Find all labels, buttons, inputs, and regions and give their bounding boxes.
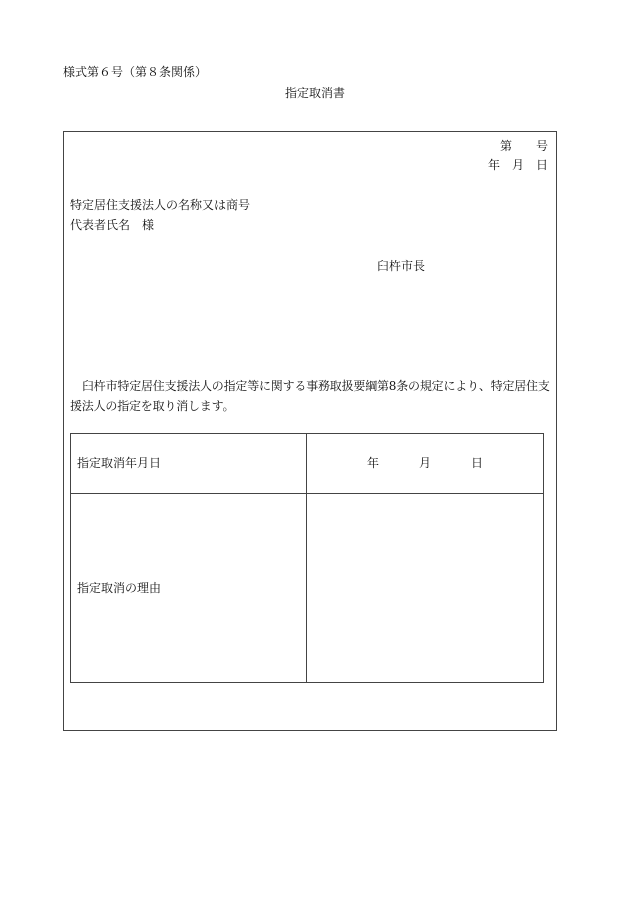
document-date: 年 月 日 — [487, 158, 548, 172]
recipient-name: 特定居住支援法人の名称又は商号 — [70, 198, 251, 212]
month-label: 月 — [418, 456, 431, 471]
document-frame — [63, 131, 557, 731]
issuer-name: 臼杵市長 — [377, 259, 426, 273]
form-number-label: 様式第６号（第８条関係） — [63, 65, 208, 79]
document-number: 第 号 — [499, 139, 548, 153]
revocation-reason-label: 指定取消の理由 — [71, 494, 307, 683]
day-label: 日 — [471, 456, 484, 471]
detail-table — [70, 433, 544, 683]
revocation-date-value — [307, 434, 544, 494]
document-title: 指定取消書 — [284, 86, 345, 100]
representative-name: 代表者氏名 様 — [70, 218, 155, 232]
revocation-date-label: 指定取消年月日 — [71, 434, 307, 494]
table-row — [71, 434, 544, 494]
year-label: 年 — [366, 456, 379, 471]
body-text: 臼杵市特定居住支援法人の指定等に関する事務取扱要綱第8条の規定により、特定居住支援法人の指定を取り消します。 — [70, 379, 550, 413]
table-row — [71, 494, 544, 683]
revocation-reason-value — [307, 494, 544, 683]
